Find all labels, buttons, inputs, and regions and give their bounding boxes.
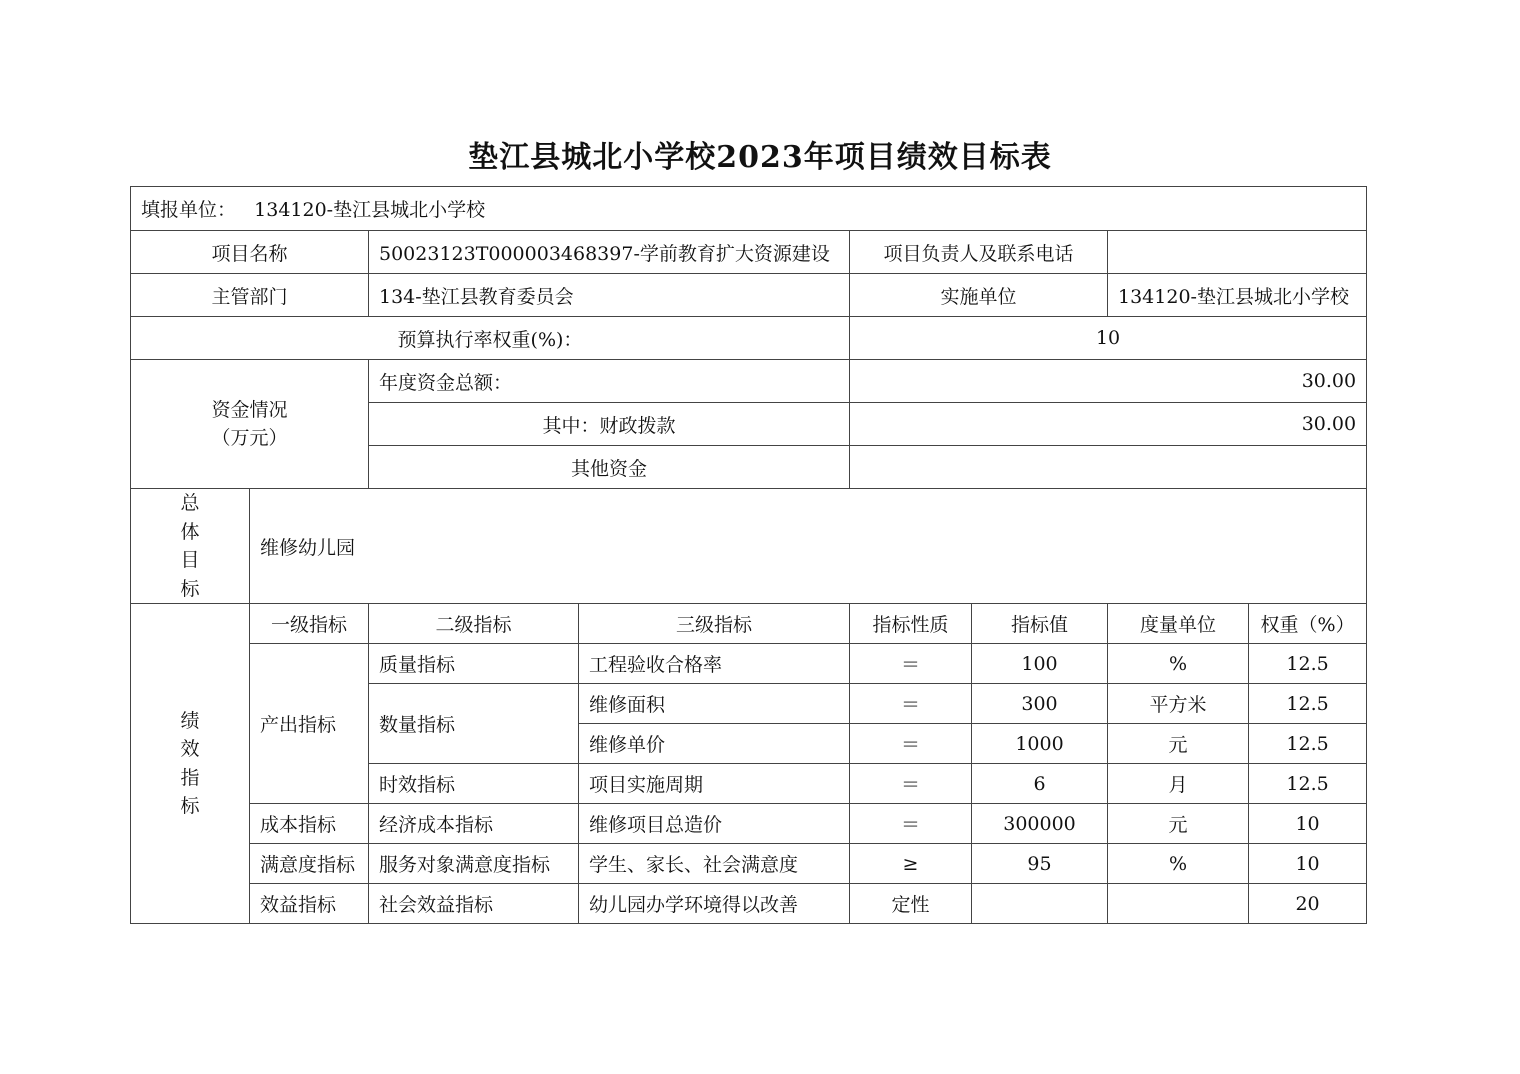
funds-total-label: 年度资金总额： bbox=[369, 360, 850, 403]
level1-cost: 成本指标 bbox=[250, 804, 369, 844]
performance-target-table bbox=[130, 186, 1367, 924]
project-contact-label: 项目负责人及联系电话 bbox=[850, 231, 1108, 274]
funds-other-value bbox=[850, 446, 1367, 489]
project-name-label: 项目名称 bbox=[131, 231, 369, 274]
indicator-weight: 20 bbox=[1249, 884, 1367, 924]
indicator-value: 300 bbox=[972, 684, 1108, 724]
level1-output: 产出指标 bbox=[250, 644, 369, 804]
indicator-name: 维修单价 bbox=[579, 724, 850, 764]
indicator-name: 幼儿园办学环境得以改善 bbox=[579, 884, 850, 924]
indicator-nature: ＝ bbox=[850, 724, 972, 764]
indicator-unit: 平方米 bbox=[1108, 684, 1249, 724]
project-name-row bbox=[131, 231, 1367, 274]
indicator-nature: ＝ bbox=[850, 644, 972, 684]
reporting-unit-label: 填报单位： bbox=[141, 199, 237, 221]
budget-rate-value: 10 bbox=[850, 317, 1367, 360]
indicator-weight: 12.5 bbox=[1249, 724, 1367, 764]
indicator-weight: 12.5 bbox=[1249, 764, 1367, 804]
budget-rate-label: 预算执行率权重(%)： bbox=[131, 317, 850, 360]
indicator-nature: ＝ bbox=[850, 764, 972, 804]
overall-goal-label: 总 体 目 标 bbox=[131, 489, 250, 604]
table-row bbox=[131, 844, 1367, 884]
funds-total-row bbox=[131, 360, 1367, 403]
budget-rate-row bbox=[131, 317, 1367, 360]
indicator-value: 6 bbox=[972, 764, 1108, 804]
indicator-nature: ≥ bbox=[850, 844, 972, 884]
level1-satisfaction: 满意度指标 bbox=[250, 844, 369, 884]
indicator-name: 工程验收合格率 bbox=[579, 644, 850, 684]
indicator-unit: % bbox=[1108, 644, 1249, 684]
header-nature: 指标性质 bbox=[850, 604, 972, 644]
header-level3: 三级指标 bbox=[579, 604, 850, 644]
project-contact-value bbox=[1108, 231, 1367, 274]
indicator-name: 项目实施周期 bbox=[579, 764, 850, 804]
level2-quality: 质量指标 bbox=[369, 644, 579, 684]
indicator-name: 维修面积 bbox=[579, 684, 850, 724]
indicator-value: 100 bbox=[972, 644, 1108, 684]
funds-total-value: 30.00 bbox=[850, 360, 1367, 403]
table-row bbox=[131, 884, 1367, 924]
level2-service-satisfaction: 服务对象满意度指标 bbox=[369, 844, 579, 884]
header-level2: 二级指标 bbox=[369, 604, 579, 644]
table-row bbox=[131, 804, 1367, 844]
indicator-value: 95 bbox=[972, 844, 1108, 884]
indicator-weight: 10 bbox=[1249, 804, 1367, 844]
level1-benefit: 效益指标 bbox=[250, 884, 369, 924]
indicator-name: 维修项目总造价 bbox=[579, 804, 850, 844]
header-level1: 一级指标 bbox=[250, 604, 369, 644]
overall-goal-value: 维修幼儿园 bbox=[250, 489, 1367, 604]
reporting-unit-row bbox=[131, 187, 1367, 231]
indicator-value bbox=[972, 884, 1108, 924]
indicator-nature: 定性 bbox=[850, 884, 972, 924]
reporting-unit-value: 134120-垫江县城北小学校 bbox=[254, 199, 486, 221]
department-value: 134-垫江县教育委员会 bbox=[369, 274, 850, 317]
performance-indicators-label: 绩 效 指 标 bbox=[131, 604, 250, 924]
indicator-value: 300000 bbox=[972, 804, 1108, 844]
header-value: 指标值 bbox=[972, 604, 1108, 644]
indicator-unit: 元 bbox=[1108, 724, 1249, 764]
level2-social-benefit: 社会效益指标 bbox=[369, 884, 579, 924]
indicator-weight: 12.5 bbox=[1249, 684, 1367, 724]
department-label: 主管部门 bbox=[131, 274, 369, 317]
implementing-unit-label: 实施单位 bbox=[850, 274, 1108, 317]
implementing-unit-value: 134120-垫江县城北小学校 bbox=[1108, 274, 1367, 317]
project-name-value: 50023123T000003468397-学前教育扩大资源建设 bbox=[369, 231, 850, 274]
indicator-unit: 月 bbox=[1108, 764, 1249, 804]
indicator-name: 学生、家长、社会满意度 bbox=[579, 844, 850, 884]
indicator-header-row bbox=[131, 604, 1367, 644]
indicator-nature: ＝ bbox=[850, 804, 972, 844]
level2-quantity: 数量指标 bbox=[369, 684, 579, 764]
indicator-unit: % bbox=[1108, 844, 1249, 884]
level2-timeliness: 时效指标 bbox=[369, 764, 579, 804]
funds-fiscal-value: 30.00 bbox=[850, 403, 1367, 446]
indicator-value: 1000 bbox=[972, 724, 1108, 764]
header-unit: 度量单位 bbox=[1108, 604, 1249, 644]
indicator-unit bbox=[1108, 884, 1249, 924]
indicator-weight: 12.5 bbox=[1249, 644, 1367, 684]
indicator-unit: 元 bbox=[1108, 804, 1249, 844]
level2-economic-cost: 经济成本指标 bbox=[369, 804, 579, 844]
indicator-weight: 10 bbox=[1249, 844, 1367, 884]
page-title: 垫江县城北小学校2023年项目绩效目标表 bbox=[468, 140, 1052, 175]
header-weight: 权重（%） bbox=[1249, 604, 1367, 644]
indicator-nature: ＝ bbox=[850, 684, 972, 724]
department-row bbox=[131, 274, 1367, 317]
funds-fiscal-label: 其中：财政拨款 bbox=[369, 403, 850, 446]
table-row bbox=[131, 644, 1367, 684]
overall-goal-row bbox=[131, 489, 1367, 604]
funds-other-label: 其他资金 bbox=[369, 446, 850, 489]
funds-label: 资金情况 （万元） bbox=[131, 360, 369, 489]
